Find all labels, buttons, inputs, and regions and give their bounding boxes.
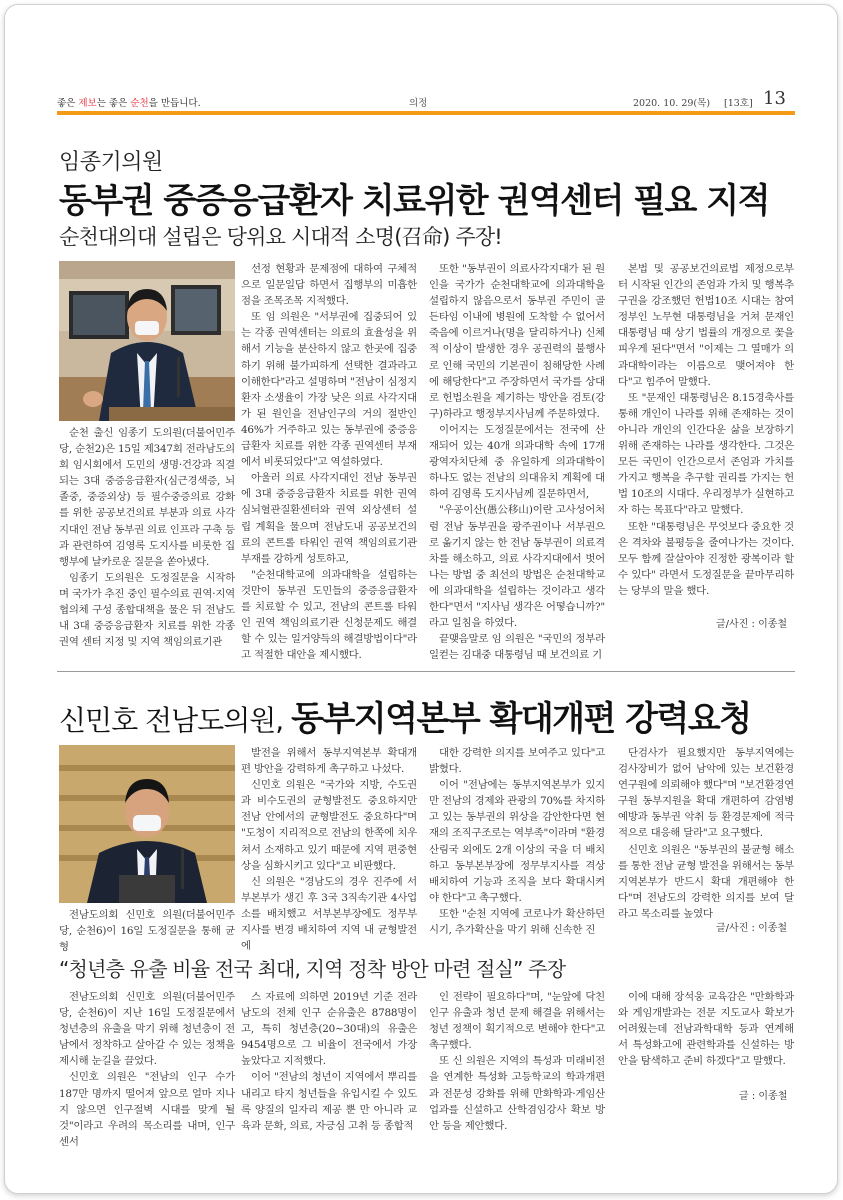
article2-headline-main: 동부지역본부 확대개편 강력요청: [291, 699, 751, 739]
article1-paragraph: 이어지는 도정질문에서는 전국에 산재되어 있는 40개 의과대학 속에 17개 광역자치단체 중 유일하게 의과대학이 하나도 없는 전남의 의대유치 계획에 대하여 김영록 도지사님께 질문하면서,: [429, 423, 605, 501]
article1-byline: 글/사진 : 이종철: [716, 619, 788, 630]
article2-paragraph: 신 의원은 "경남도의 경우 진주에 서부본부가 생긴 후 3국 3직속기관 4사업소를 배치했고 서부본부장에도 정무부지사를 변경 배치하여 지역 내 균형발전에: [241, 875, 417, 953]
article3-body-col4: [618, 989, 794, 1069]
article1-paragraph: 선정 현황과 문제점에 대하여 구체적으로 일문일답 하면서 집행부의 미흡한 점을 조목조목 지적했다.: [241, 263, 417, 308]
article1-subheadline: 순천대의대 설립은 당위요 시대적 소명(召命) 주장!: [59, 225, 502, 249]
article3-paragraph: 이어 "전남의 청년이 지역에서 뿌리를 내리고 타지 청년들을 유입시킬 수 있도록 양질의 일자리 제공 뿐 만 아니라 교육과 문화, 의료, 자긍심 고취 등 종합적: [241, 1071, 417, 1132]
article1-paragraph: 또 "문재인 대통령님은 8.15경축사를 통해 개인이 나라를 위해 존재하는 것이 아니라 개인의 인간다운 삶을 보장하기 위해 존재하는 나라를 생각한다. 그것은 모든 국민이 인간으로서 존엄과 가치를 가지고 행복을 추구할 권리를 가지는 헌법 10조의 시대다. 우리정부가 실현하고자 하는 목표다"라고 말했다.: [618, 391, 794, 517]
article3-paragraph: 인 전략이 필요하다"며, "눈앞에 닥친 인구 유출과 청년 문제 해결을 위해서는 청년 정책이 획기적으로 변해야 한다"고 촉구했다.: [429, 991, 605, 1052]
header-rule: [57, 111, 795, 115]
article3-body-col2: [241, 989, 417, 1134]
article3-body-col1: [59, 989, 235, 1150]
page-number: 13: [763, 88, 786, 109]
article1-paragraph: 끝맺음말로 임 의원은 "국민의 정부라 일컫는 김대중 대통령님 때 보건의료 기: [429, 633, 605, 662]
article1-kicker: 임종기의원: [59, 150, 163, 175]
article1-paragraph: 또한 "대통령님은 무엇보다 중요한 것은 격차와 불평등을 줄여나가는 것이다. 모두 함께 잘살아야 진정한 광복이라 할 수 있다" 라면서 도정질문을 끝마무리하는 당부의 말을 했다.: [618, 520, 794, 597]
speaker-podium-image: [59, 745, 235, 903]
article2-paragraph: 이어 "전남에는 동부지역본부가 있지만 전남의 경제와 관광의 70%를 차지하고 있는 동부권의 위상을 감안한다면 현재의 조직구조로는 역부족"이라며 "환경산림국 외에도 2개 이상의 국을 더 배치하고 동부본부장에 정무부지사를 격상 배치하여 기능과 조직을 보다 확대시켜야 한다"고 촉구했다.: [429, 779, 605, 904]
page-frame: [4, 4, 838, 1194]
article3-byline: 글 : 이종철: [739, 1091, 788, 1102]
article1-paragraph: 임종기 도의원은 도정질문을 시작하며 국가가 추진 중인 필수의료 권역·지역 협의체 구성 종합대책을 물은 뒤 전남도내 3대 중증응급환자 치료를 위한 각종 권역 센터 지정 및 지역 책임의료기관: [59, 571, 236, 649]
article1-body-col2: [241, 261, 417, 663]
article2-paragraph: 단검사가 필요했지만 동부지역에는 검사장비가 없어 남악에 있는 보건환경연구원에 의뢰해야 했다"며 "보건환경연구원 동부지원을 확대 개편하여 감염병 예방과 동부권 악취 등 환경문제에 적극적으로 대응해 달라"고 요구했다.: [618, 747, 794, 840]
article1-photo: [59, 261, 235, 421]
article2-photo: [59, 745, 235, 903]
article1-caption: 순천 출신 임종기 도의원(더불어민주당, 순천2)은 15일 제347회 전라남도의회 임시회에서 도민의 생명·건강과 직결되는 3대 중증응급환자(심근경색증, 뇌졸중, 중증외상) 등 필수중증의료 강화를 위한 공공보건의료 부분과 의료 사각지대인 전남 동부권 의료 인프라 구축 등과 관련하여 김영록 도지사를 비롯한 집행부에 날카로운 질문을 쏟아냈다.: [59, 427, 236, 568]
section-divider: [57, 671, 795, 672]
article1-body-col4: [618, 261, 794, 599]
article1-paragraph: 아울러 의료 사각지대인 전남 동부권에 3대 중증응급환자 치료를 위한 권역 심뇌혈관질환센터와 권역 외상센터 설립 계획을 물으며 전남도내 공공보건의료의 콘트롤 타워인 권역 책임의료기관 부재를 강하게 성토하고,: [241, 472, 417, 565]
article2-caption: [59, 907, 235, 955]
article1-paragraph: "순천대학교에 의과대학을 설립하는 것만이 동부권 도민들의 중증응급환자를 치료할 수 있고, 전남의 콘트롤 타워인 권역 책임의료기관 신청문제도 해결할 수 있는 일거양득의 해결방법이다"라고 적절한 대안을 제시했다.: [241, 568, 417, 662]
article3-paragraph: 전남도의회 신민호 의원(더불어민주당, 순천6)이 지난 16일 도정질문에서 청년층의 유출을 막기 위해 청년층이 전남에서 정착하고 살아갈 수 있는 정책을 제시해 눈길을 끌었다.: [59, 991, 235, 1068]
article3-body-col3: [429, 989, 605, 1134]
slogan: 좋은 제보는 좋은 순천을 만듭니다.: [57, 98, 201, 109]
article2-byline: 글/사진 : 이종철: [716, 923, 788, 934]
article1-paragraph: 또한 "동부권이 의료사각지대가 된 원인을 국가가 순천대학교에 의과대학을 설립하지 않음으로서 동부권 주민이 골든타임 이내에 병원에 도착할 수 없어서 죽음에 이르거나(명을 달리하거나) 신체적 이상이 발생한 경우 공권력의 불행사로 인해 국민의 기본권이 침해당한 사례에 해당한다"고 주장하면서 국가를 상대로 헌법소원을 제기하는 방안을 검토(강구)하라고 행정부지사님께 주문하였다.: [429, 263, 605, 420]
article1-body-col3: [429, 261, 605, 663]
issue-date: 2020. 10. 29(목): [633, 98, 711, 109]
speaker-podium-image: [59, 261, 235, 421]
article2-body-col4: [618, 745, 794, 922]
article3-paragraph: 신민호 의원은 "전남의 인구 수가 187만 명까지 떨어져 앞으로 얼마 지나지 않으면 인구절벽 시대를 맞게 될 것"이라고 우려의 목소리를 내며, 인구센서: [59, 1071, 235, 1148]
article2-headline-prefix: 신민호 전남도의원,: [59, 704, 292, 737]
article2-caption-text: 전남도의회 신민호 의원(더불어민주당, 순천6)이 16일 도정질문을 통해 균형: [59, 909, 235, 954]
article1-body-col1: [59, 425, 235, 650]
section-label: 의정: [409, 98, 428, 109]
article2-paragraph: 발전을 위해서 동부지역본부 확대개편 방안을 강력하게 촉구하고 나섰다.: [241, 747, 417, 776]
article2-paragraph: 또한 "순천 지역에 코로나가 확산하던 시기, 추가확산을 막기 위해 신속한 진: [429, 907, 605, 937]
article1-paragraph: 본법 및 공공보건의료법 제정으로부터 시작된 인간의 존엄과 가치 및 행복추구권을 강조했던 헌법10조 시대는 참여정부인 노무현 대통령님을 거쳐 문재인 대통령님 때 상기 법률의 개정으로 꽃을 피우게 된다"면서 "이제는 그 열매가 의과대학이라는 이름으로 맺어져야 한다"고 힘주어 말했다.: [618, 263, 795, 388]
article2-body-col2: [241, 745, 417, 954]
article2-paragraph: 신민호 의원은 "동부권의 불균형 해소를 통한 전남 균형 발전을 위해서는 동부지역본부가 반드시 확대 개편해야 한다"며 전남도의 강력한 의지를 보여 달라고 목소리를 높였다: [618, 843, 795, 920]
article3-subheadline: “청년층 유출 비율 전국 최대, 지역 정착 방안 마련 절실” 주장: [59, 957, 566, 981]
issue-number: [13호]: [724, 98, 753, 109]
article2-paragraph: 신민호 의원은 "국가와 지방, 수도권과 비수도권의 균형발전도 중요하지만 전남 안에서의 균형발전도 중요하다"며 "도청이 지리적으로 전남의 한쪽에 치우쳐서 소재하고 있기 때문에 지역 편중현상을 심화시키고 있다"고 비판했다.: [241, 779, 417, 872]
article1-paragraph: 또 임 의원은 "서부권에 집중되어 있는 각종 권역센터는 의료의 효율성을 위해서 기능을 분산하지 않고 한곳에 집중하기 위해 불가피하게 선택한 결과라고 이해한다"라고 설명하며 "전남이 심정지환자 소생율이 가장 낮은 의료 사각지대가 된 원인을 전남인구의 거의 절반인 46%가 거주하고 있는 동부권에 중증응급환자 치료를 위한 각종 권역센터 부재에서 비롯되었다"고 역설하였다.: [241, 311, 417, 469]
article2-headline: [59, 691, 751, 740]
article3-paragraph: 스 자료에 의하면 2019년 기준 전라남도의 전체 인구 순유출은 8788명이고, 특히 청년층(20~30대)의 유출은 9454명으로 그 비율이 전국에서 가장 높았다고 지적했다.: [241, 991, 417, 1068]
article3-paragraph: 또 신 의원은 지역의 특성과 미래비전을 연계한 특성화 고등학교의 학과개편과 전문성 강화를 위해 만화학과·게임산업과를 신설하고 산학겸임강사 확보 방안 등을 제안했다.: [429, 1055, 605, 1132]
article3-paragraph: 이에 대해 장석웅 교육감은 "만화학과와 게임개발과는 전문 지도교사 확보가 어려웠는데 전남과학대학 등과 연계해서 특성화고에 관련학과를 신설하는 방안을 탐색하고 준비 하겠다"고 말했다.: [618, 991, 794, 1068]
article1-headline: 동부권 중증응급환자 치료위한 권역센터 필요 지적: [59, 181, 769, 221]
page-header: [57, 88, 795, 113]
article1-paragraph: "우공이산(愚公移山)이란 고사성어처럼 전남 동부권을 광주권이나 서부권으로 옮기지 않는 한 전남 동부권이 의료격차를 해소하고, 의료 사각지대에서 벗어나는 방법 중 최선의 방법은 순천대학교에 의과대학을 설립하는 것이라고 생각한다"면서 "지사님 생각은 어떻습니까?" 라고 일침을 하였다.: [429, 504, 606, 630]
article2-body-col3: [429, 745, 605, 938]
article2-paragraph: 대한 강력한 의지를 보여주고 있다"고 밝혔다.: [429, 747, 605, 776]
